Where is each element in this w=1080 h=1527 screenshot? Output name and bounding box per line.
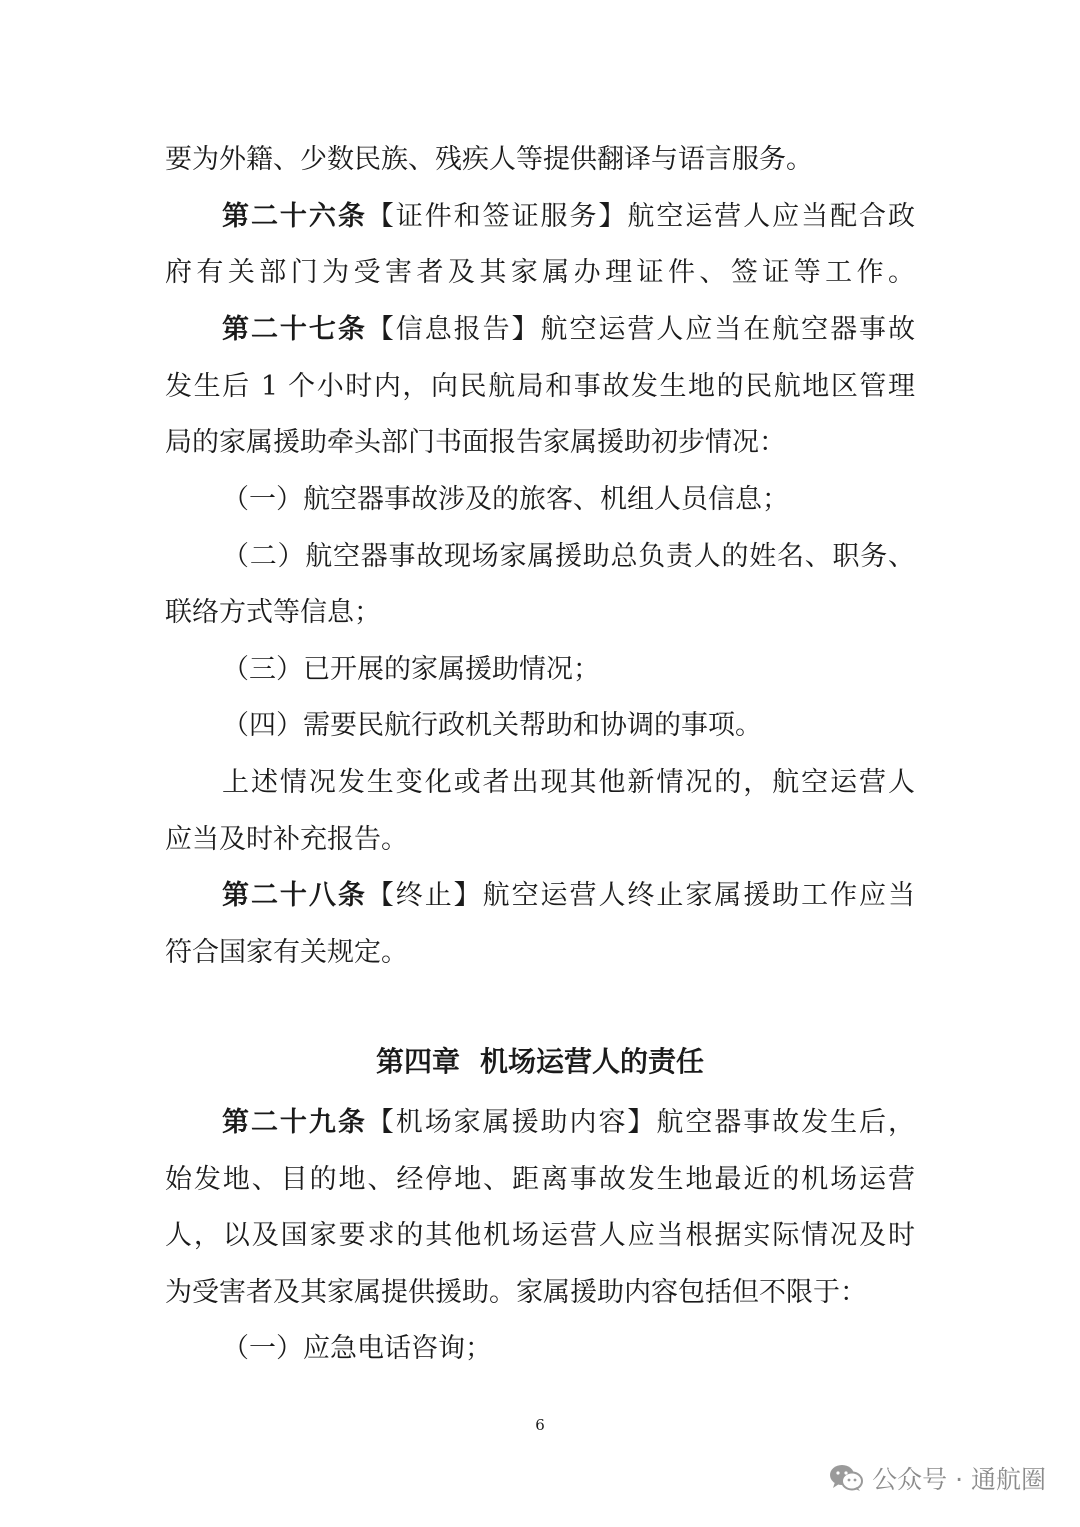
paragraph-line: 要为外籍、少数民族、残疾人等提供翻译与语言服务。	[165, 144, 813, 175]
page-number: 6	[535, 1416, 545, 1434]
article-29-title: 第二十九条	[222, 1107, 367, 1138]
watermark	[828, 1458, 1046, 1498]
article-27-line-3: 局的家属援助牵头部门书面报告家属援助初步情况：	[165, 427, 786, 458]
article-27-note-line-1: 上述情况发生变化或者出现其他新情况的，航空运营人	[222, 767, 915, 798]
article-26-line-1: 第二十六条【证件和签证服务】航空运营人应当配合政	[222, 201, 916, 232]
article-29-line-3: 人，以及国家要求的其他机场运营人应当根据实际情况及时	[165, 1220, 915, 1251]
article-28-line-1: 第二十八条【终止】航空运营人终止家属援助工作应当	[222, 880, 916, 911]
wechat-icon	[828, 1463, 864, 1493]
article-27-item-2-line-2: 联络方式等信息；	[165, 597, 381, 628]
article-29-line-2: 始发地、目的地、经停地、距离事故发生地最近的机场运营	[165, 1164, 915, 1195]
article-27-item-2-line-1: （二）航空器事故现场家属援助总负责人的姓名、职务、	[222, 541, 915, 572]
article-27-line-1: 第二十七条【信息报告】航空运营人应当在航空器事故	[222, 314, 916, 345]
article-29-item-1: （一）应急电话咨询；	[222, 1333, 492, 1364]
article-28-line-2: 符合国家有关规定。	[165, 937, 408, 968]
article-27-title: 第二十七条	[222, 314, 367, 345]
article-27-item-4: （四）需要民航行政机关帮助和协调的事项。	[222, 710, 762, 741]
article-27-item-3: （三）已开展的家属援助情况；	[222, 654, 600, 685]
chapter-title: 机场运营人的责任	[480, 1045, 705, 1078]
article-29-line-4: 为受害者及其家属提供援助。家属援助内容包括但不限于：	[165, 1277, 867, 1308]
article-27-item-1: （一）航空器事故涉及的旅客、机组人员信息；	[222, 484, 789, 515]
article-28-title: 第二十八条	[222, 880, 367, 911]
article-27-note-line-2: 应当及时补充报告。	[165, 824, 408, 855]
article-27-line-2: 发生后 1 个小时内，向民航局和事故发生地的民航地区管理	[165, 371, 915, 402]
watermark-text: 公众号 · 通航圈	[872, 1465, 1046, 1494]
chapter-number: 第四章	[375, 1045, 460, 1078]
chapter-heading	[0, 1040, 1080, 1084]
article-26-title: 第二十六条	[222, 201, 367, 232]
article-29-line-1: 第二十九条【机场家属援助内容】航空器事故发生后，	[222, 1107, 916, 1138]
article-26-line-2: 府有关部门为受害者及其家属办理证件、签证等工作。	[165, 257, 915, 288]
